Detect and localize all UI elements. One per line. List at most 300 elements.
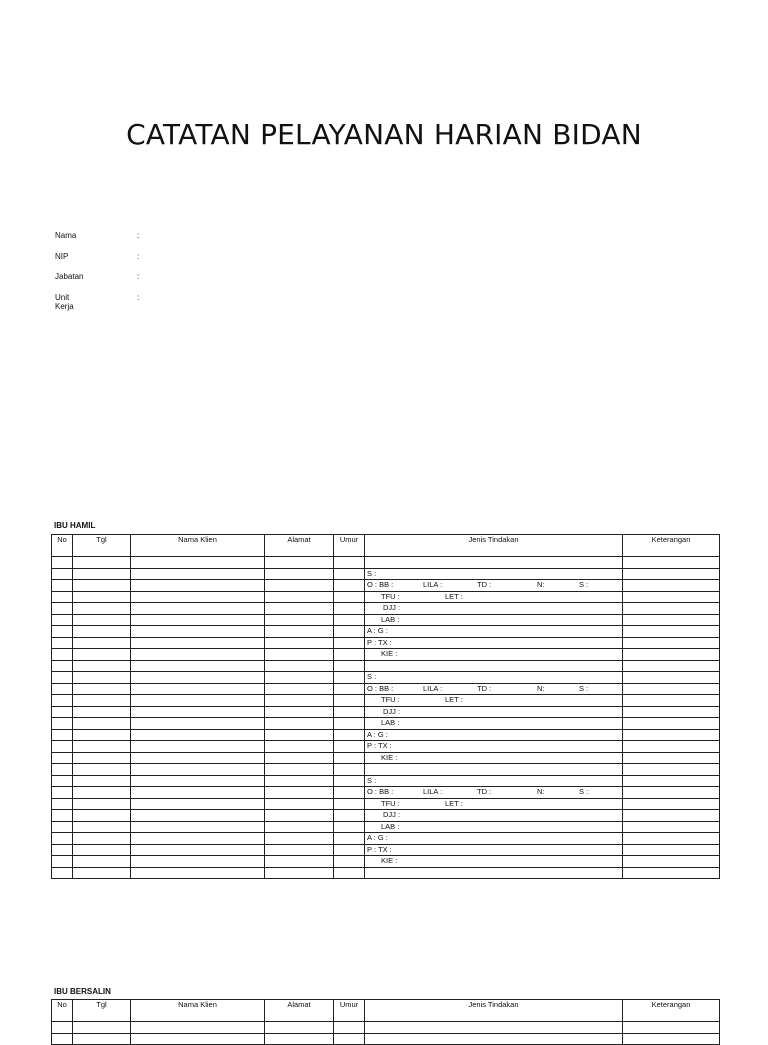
table-cell[interactable] [334,810,365,822]
table-cell[interactable] [73,637,131,649]
jenis-tindakan-cell[interactable] [365,821,623,833]
form-label-let: LET : [445,695,463,704]
ibu-hamil-table [51,534,720,879]
table-cell[interactable] [265,764,334,776]
field-colon: : [137,231,140,240]
table-row [52,568,720,580]
form-label-let: LET : [445,591,463,601]
table-cell[interactable] [52,683,73,695]
form-label-s: S : [367,775,377,785]
table-cell[interactable] [73,810,131,822]
table-cell[interactable] [52,844,73,856]
table-cell[interactable] [265,649,334,661]
table-row [52,718,720,730]
table-cell[interactable] [131,833,265,845]
table-cell[interactable] [131,775,265,787]
table-cell[interactable] [73,603,131,615]
table-cell[interactable] [131,729,265,741]
table-cell[interactable] [73,614,131,626]
table-header-row [52,535,720,557]
table-row [52,764,720,776]
jenis-tindakan-cell[interactable] [365,580,623,592]
table-cell[interactable] [623,637,720,649]
table-cell[interactable] [131,637,265,649]
table-cell[interactable] [265,626,334,638]
jenis-tindakan-cell[interactable] [365,637,623,649]
form-label-lila: LILA : [423,787,443,796]
table-cell[interactable] [73,660,131,672]
table-cell[interactable] [265,844,334,856]
table-cell[interactable] [52,706,73,718]
table-cell[interactable] [52,603,73,615]
table-cell[interactable] [52,856,73,868]
table-row [52,729,720,741]
jenis-tindakan-cell[interactable] [365,706,623,718]
table-row [52,637,720,649]
table-row [52,672,720,684]
table-cell[interactable] [623,580,720,592]
table-cell[interactable] [334,1033,365,1045]
form-label-lila: LILA : [423,580,443,589]
table-cell[interactable] [52,1022,73,1034]
table-cell[interactable] [623,741,720,753]
column-header: Nama Klien [131,535,265,557]
jenis-tindakan-cell[interactable] [365,683,623,695]
form-label-a: A : G : [367,626,388,635]
table-cell[interactable] [265,867,334,879]
field-label: Unit Kerja [55,292,74,311]
table-cell[interactable] [52,626,73,638]
table-row [52,683,720,695]
table-cell[interactable] [334,580,365,592]
form-label-djj: DJJ : [383,706,401,716]
table-cell[interactable] [265,603,334,615]
table-cell[interactable] [265,1033,334,1045]
form-label-let: LET : [445,798,463,808]
table-cell[interactable] [52,833,73,845]
table-cell[interactable] [131,706,265,718]
table-cell[interactable] [52,637,73,649]
table-cell[interactable] [334,856,365,868]
table-cell[interactable] [73,568,131,580]
table-cell[interactable] [52,695,73,707]
table-cell[interactable] [623,1033,720,1045]
table-cell[interactable] [52,718,73,730]
table-cell[interactable] [265,568,334,580]
table-cell[interactable] [131,603,265,615]
table-row [52,1022,720,1034]
jenis-tindakan-cell[interactable] [365,614,623,626]
table-cell[interactable] [623,844,720,856]
table-cell[interactable] [131,568,265,580]
table-cell[interactable] [52,752,73,764]
jenis-tindakan-cell[interactable] [365,626,623,638]
column-header: Alamat [265,535,334,557]
table-cell[interactable] [334,557,365,569]
table-cell[interactable] [623,833,720,845]
form-label-tfu: TFU : [381,591,400,601]
table-row [52,787,720,799]
field-label: Jabatan [55,272,84,281]
table-cell[interactable] [265,810,334,822]
table-cell[interactable] [334,833,365,845]
table-cell[interactable] [623,683,720,695]
jenis-tindakan-cell[interactable] [365,833,623,845]
table-cell[interactable] [265,660,334,672]
jenis-tindakan-cell[interactable] [365,741,623,753]
table-cell[interactable] [73,856,131,868]
table-cell[interactable] [265,637,334,649]
table-cell[interactable] [73,833,131,845]
table-cell[interactable] [623,775,720,787]
field-label: NIP [55,251,69,261]
table-cell[interactable] [265,580,334,592]
table-cell[interactable] [334,844,365,856]
section-label-ibu-hamil: IBU HAMIL [54,521,96,530]
field-colon: : [137,292,140,302]
table-cell[interactable] [334,660,365,672]
form-label-o: O : BB : [367,683,394,693]
table-cell[interactable] [334,603,365,615]
jenis-tindakan-cell[interactable] [365,672,623,684]
table-cell[interactable] [334,718,365,730]
table-row [52,844,720,856]
form-label-o: O : BB : [367,787,394,796]
table-cell[interactable] [623,603,720,615]
table-cell[interactable] [623,557,720,569]
table-cell[interactable] [623,568,720,580]
table-row [52,580,720,592]
form-label-lab: LAB : [381,821,400,831]
form-label-s2: S : [579,683,589,693]
table-cell[interactable] [73,752,131,764]
column-header: Keterangan [623,535,720,557]
table-cell[interactable] [334,672,365,684]
table-row [52,614,720,626]
table-cell[interactable] [73,787,131,799]
form-label-lab: LAB : [381,614,400,624]
table-cell[interactable] [73,580,131,592]
table-row [52,752,720,764]
table-cell[interactable] [334,614,365,626]
jenis-tindakan-cell[interactable] [365,660,623,672]
column-header: Umur [334,1000,365,1022]
table-cell[interactable] [623,821,720,833]
table-cell[interactable] [623,718,720,730]
table-cell[interactable] [52,614,73,626]
table-cell[interactable] [265,1022,334,1034]
table-cell[interactable] [334,591,365,603]
table-cell[interactable] [52,741,73,753]
table-row [52,626,720,638]
table-row [52,706,720,718]
table-cell[interactable] [52,775,73,787]
column-header: Umur [334,535,365,557]
table-cell[interactable] [131,821,265,833]
form-label-s: S : [367,672,377,681]
table-cell[interactable] [623,729,720,741]
form-label-s2: S : [579,580,589,589]
table-cell[interactable] [334,798,365,810]
table-cell[interactable] [131,649,265,661]
jenis-tindakan-cell[interactable] [365,557,623,569]
table-row [52,660,720,672]
jenis-tindakan-cell[interactable] [365,844,623,856]
table-cell[interactable] [265,787,334,799]
table-cell[interactable] [623,752,720,764]
table-cell[interactable] [265,718,334,730]
table-cell[interactable] [131,580,265,592]
table-cell[interactable] [73,821,131,833]
table-cell[interactable] [265,752,334,764]
form-label-n: N: [537,580,545,589]
table-cell[interactable] [131,591,265,603]
table-cell[interactable] [52,798,73,810]
form-label-kie: KIE : [381,649,398,658]
table-cell[interactable] [131,752,265,764]
table-cell[interactable] [334,683,365,695]
table-cell[interactable] [623,649,720,661]
table-cell[interactable] [265,672,334,684]
table-cell[interactable] [131,867,265,879]
table-cell[interactable] [73,591,131,603]
jenis-tindakan-cell[interactable] [365,729,623,741]
jenis-tindakan-cell[interactable] [365,810,623,822]
column-header: No [52,1000,73,1022]
table-cell[interactable] [52,649,73,661]
table-cell[interactable] [73,557,131,569]
form-label-p: P : TX : [367,741,392,750]
form-label-a: A : G : [367,729,388,739]
table-cell[interactable] [73,1033,131,1045]
table-cell[interactable] [131,856,265,868]
table-row [52,695,720,707]
form-label-kie: KIE : [381,856,398,865]
table-cell[interactable] [623,591,720,603]
table-row [52,833,720,845]
form-label-djj: DJJ : [383,810,401,819]
table-cell[interactable] [334,787,365,799]
table-cell[interactable] [623,798,720,810]
table-cell[interactable] [131,787,265,799]
table-cell[interactable] [131,844,265,856]
table-cell[interactable] [334,695,365,707]
table-cell[interactable] [623,706,720,718]
table-cell[interactable] [52,787,73,799]
table-cell[interactable] [334,649,365,661]
table-cell[interactable] [265,706,334,718]
form-label-n: N: [537,683,545,693]
table-cell[interactable] [334,626,365,638]
table-cell[interactable] [334,729,365,741]
table-cell[interactable] [131,764,265,776]
table-row [52,856,720,868]
table-cell[interactable] [73,649,131,661]
table-cell[interactable] [52,821,73,833]
table-cell[interactable] [52,591,73,603]
field-label: Nama [55,231,77,240]
jenis-tindakan-cell[interactable] [365,1022,623,1034]
table-cell[interactable] [265,729,334,741]
table-cell[interactable] [52,867,73,879]
table-row [52,1033,720,1045]
table-cell[interactable] [623,695,720,707]
column-header: Jenis Tindakan [365,535,623,557]
form-label-lab: LAB : [381,718,400,727]
table-cell[interactable] [52,729,73,741]
form-label-td: TD : [477,580,492,589]
table-cell[interactable] [52,568,73,580]
table-cell[interactable] [334,764,365,776]
jenis-tindakan-cell[interactable] [365,787,623,799]
table-cell[interactable] [73,626,131,638]
field-colon: : [137,251,140,261]
jenis-tindakan-cell[interactable] [365,603,623,615]
table-cell[interactable] [73,798,131,810]
table-cell[interactable] [73,672,131,684]
table-cell[interactable] [73,718,131,730]
table-cell[interactable] [73,741,131,753]
table-cell[interactable] [131,557,265,569]
table-cell[interactable] [131,626,265,638]
table-row [52,810,720,822]
table-cell[interactable] [623,614,720,626]
table-cell[interactable] [623,764,720,776]
column-header: Tgl [73,535,131,557]
table-row [52,649,720,661]
table-cell[interactable] [265,683,334,695]
table-cell[interactable] [623,856,720,868]
table-cell[interactable] [265,741,334,753]
table-cell[interactable] [131,660,265,672]
table-row [52,741,720,753]
table-cell[interactable] [265,614,334,626]
table-cell[interactable] [265,798,334,810]
table-cell[interactable] [131,672,265,684]
table-cell[interactable] [52,557,73,569]
table-cell[interactable] [73,729,131,741]
table-cell[interactable] [131,741,265,753]
table-row [52,798,720,810]
table-cell[interactable] [131,683,265,695]
form-label-n: N: [537,787,545,796]
table-cell[interactable] [52,660,73,672]
column-header: Jenis Tindakan [365,1000,623,1022]
table-cell[interactable] [73,775,131,787]
jenis-tindakan-cell[interactable] [365,568,623,580]
form-label-lila: LILA : [423,683,443,693]
table-cell[interactable] [334,775,365,787]
table-cell[interactable] [334,706,365,718]
jenis-tindakan-cell[interactable] [365,867,623,879]
form-label-td: TD : [477,787,492,796]
table-cell[interactable] [623,672,720,684]
column-header: Keterangan [623,1000,720,1022]
jenis-tindakan-cell[interactable] [365,1033,623,1045]
jenis-tindakan-cell[interactable] [365,775,623,787]
table-cell[interactable] [334,1022,365,1034]
jenis-tindakan-cell[interactable] [365,764,623,776]
table-cell[interactable] [52,1033,73,1045]
table-cell[interactable] [131,695,265,707]
form-label-s: S : [367,568,377,578]
table-cell[interactable] [623,626,720,638]
column-header: Tgl [73,1000,131,1022]
table-cell[interactable] [52,764,73,776]
table-cell[interactable] [334,867,365,879]
table-header-row [52,1000,720,1022]
jenis-tindakan-cell[interactable] [365,798,623,810]
table-cell[interactable] [73,867,131,879]
section-label-ibu-bersalin: IBU BERSALIN [54,987,111,996]
table-cell[interactable] [131,798,265,810]
form-label-p: P : TX : [367,844,392,854]
column-header: Nama Klien [131,1000,265,1022]
jenis-tindakan-cell[interactable] [365,752,623,764]
ibu-bersalin-table [51,999,720,1045]
table-cell[interactable] [265,775,334,787]
page-title: CATATAN PELAYANAN HARIAN BIDAN [126,118,642,151]
table-cell[interactable] [334,821,365,833]
table-cell[interactable] [73,695,131,707]
field-colon: : [137,272,140,281]
table-cell[interactable] [623,867,720,879]
table-cell[interactable] [52,810,73,822]
jenis-tindakan-cell[interactable] [365,856,623,868]
table-cell[interactable] [73,1022,131,1034]
form-label-kie: KIE : [381,752,398,762]
table-row [52,821,720,833]
table-cell[interactable] [131,718,265,730]
jenis-tindakan-cell[interactable] [365,649,623,661]
table-row [52,603,720,615]
form-label-p: P : TX : [367,637,392,647]
form-label-td: TD : [477,683,492,693]
jenis-tindakan-cell[interactable] [365,718,623,730]
table-cell[interactable] [334,568,365,580]
table-cell[interactable] [265,695,334,707]
column-header: No [52,535,73,557]
jenis-tindakan-cell[interactable] [365,591,623,603]
table-cell[interactable] [623,787,720,799]
table-cell[interactable] [265,591,334,603]
table-cell[interactable] [73,706,131,718]
table-cell[interactable] [131,1033,265,1045]
table-cell[interactable] [131,1022,265,1034]
table-cell[interactable] [334,752,365,764]
table-cell[interactable] [265,557,334,569]
table-cell[interactable] [265,821,334,833]
table-row [52,557,720,569]
table-cell[interactable] [73,844,131,856]
table-cell[interactable] [623,810,720,822]
table-cell[interactable] [73,764,131,776]
table-cell[interactable] [52,580,73,592]
table-cell[interactable] [334,637,365,649]
table-cell[interactable] [131,810,265,822]
table-cell[interactable] [73,683,131,695]
column-header: Alamat [265,1000,334,1022]
jenis-tindakan-cell[interactable] [365,695,623,707]
table-cell[interactable] [52,672,73,684]
table-cell[interactable] [334,741,365,753]
table-cell[interactable] [131,614,265,626]
table-cell[interactable] [623,1022,720,1034]
table-cell[interactable] [265,833,334,845]
form-label-o: O : BB : [367,580,394,589]
table-cell[interactable] [265,856,334,868]
table-cell[interactable] [623,660,720,672]
